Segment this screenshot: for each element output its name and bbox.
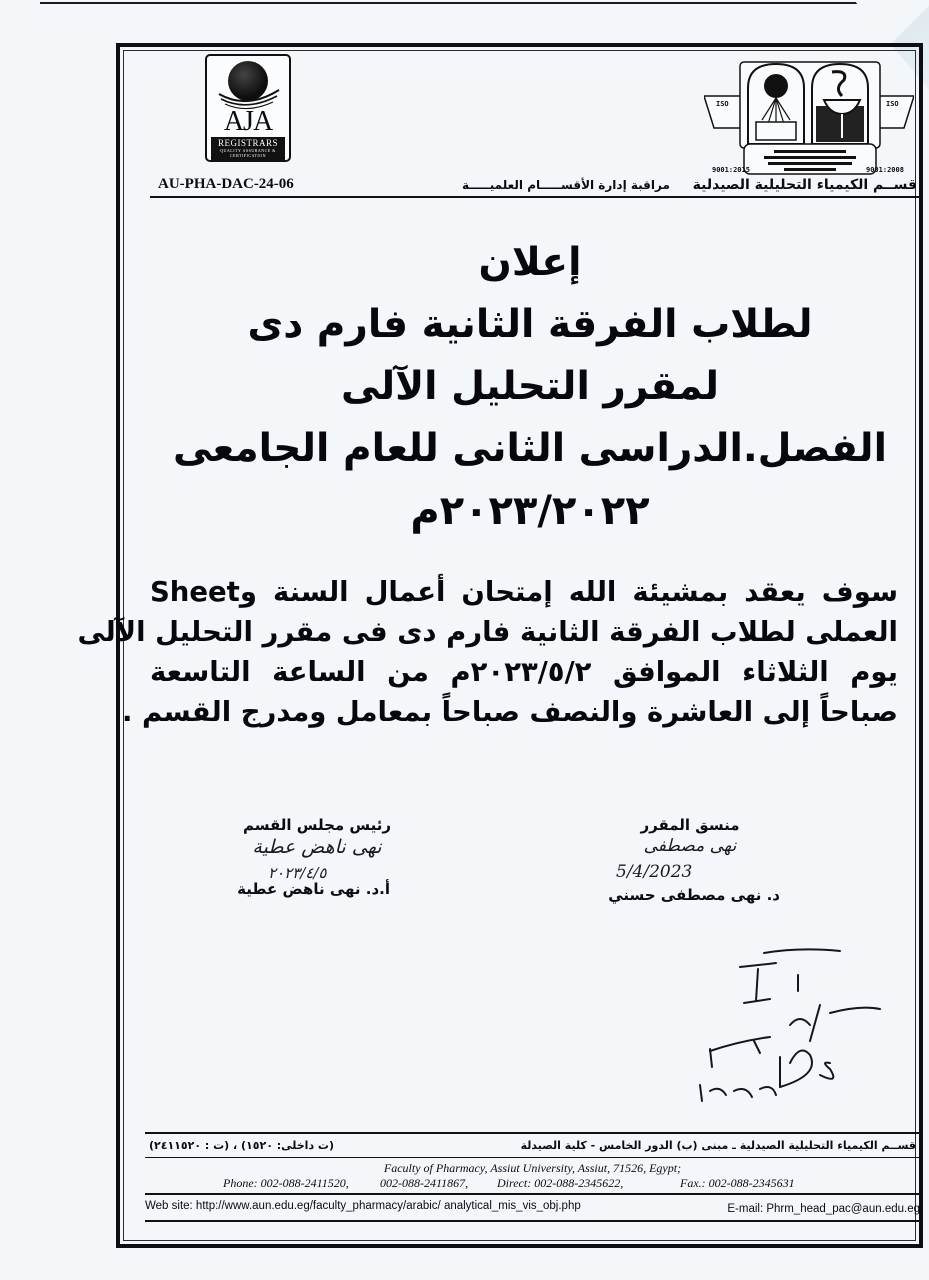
coordinator-handwritten-signature: نهى مصطفى — [643, 836, 737, 856]
footer-fax: Fax.: 002-088-2345631 — [680, 1176, 795, 1190]
footer-phone-2: 002-088-2411867, — [380, 1176, 469, 1190]
aja-logo-band — [211, 137, 285, 161]
aja-tagline: QUALITY ASSURANCE & CERTIFICATION — [220, 148, 276, 158]
head-signature-block — [232, 816, 402, 858]
document-code: AU-PHA-DAC-24-06 — [158, 176, 294, 192]
coordinator-role: منسق المقرر — [640, 816, 740, 834]
body-line: العملى لطلاب الفرقة الثانية فارم دى فى مقرر التحليل الآلى — [77, 616, 898, 648]
iso-label-right: ISO — [886, 100, 899, 108]
aja-registrars-logo — [205, 54, 291, 162]
title-announcement: إعلان — [478, 240, 582, 285]
faculty-pharmacy-logo — [704, 58, 914, 180]
body-line: صباحاً إلى العاشرة والنصف صباحاً بمعامل ومدرج القسم . — [122, 696, 898, 728]
footer-direct: Direct: 002-088-2345622, — [497, 1176, 624, 1190]
aja-subtitle: REGISTRARS — [217, 138, 278, 148]
coordinator-name: د. نهى مصطفى حسني — [608, 886, 780, 904]
aja-logo-text: AJA — [223, 106, 273, 137]
supervision-label: مراقبة إدارة الأقســـــام العلميـــــة — [462, 178, 670, 192]
head-name: أ.د. نهى ناهض عطية — [237, 880, 390, 898]
title-course: لمقرر التحليل الآلى — [341, 364, 719, 409]
department-name: قســم الكيمياء التحليلية الصيدلية — [692, 177, 917, 193]
handwritten-approval-note — [680, 945, 890, 1115]
coordinator-signature-block — [620, 816, 760, 856]
body-line: يوم الثلاثاء الموافق ٢٠٢٣/٥/٢م من الساعة التاسعة — [150, 656, 898, 688]
footer-website-link[interactable]: Web site: http://www.aun.edu.eg/faculty_pharmacy/arabic/ analytical_mis_vis_obj.php — [145, 1200, 581, 1212]
cert-label-left: 9001:2015 — [712, 166, 750, 174]
footer-email-link[interactable]: E-mail: Phrm_head_pac@aun.edu.eg — [727, 1203, 920, 1215]
swoosh-icon — [217, 88, 281, 110]
footer-arabic-phone: (ت داخلى: ١٥٢٠) ، (ت : ٢٤١١٥٢٠) — [149, 1139, 335, 1152]
announcement-title — [150, 232, 910, 542]
page-top-edge — [40, 2, 860, 4]
title-academic-year: ٢٠٢٣/٢٠٢٢م — [410, 488, 650, 534]
title-students: لطلاب الفرقة الثانية فارم دى — [247, 302, 813, 347]
cert-label-right: 9001:2008 — [866, 166, 904, 174]
body-line: سوف يعقد بمشيئة الله إمتحان أعمال السنة وSheet — [150, 576, 898, 608]
announcement-body — [77, 572, 898, 732]
footer-address: Faculty of Pharmacy, Assiut University, Assiut, 71526, Egypt; — [383, 1161, 682, 1175]
head-role: رئيس مجلس القسم — [242, 816, 392, 834]
head-signature-date: ٢٠٢٣/٤/٥ — [268, 864, 327, 882]
coordinator-signature-date: 5/4/2023 — [616, 862, 693, 882]
footer-arabic-address: قســم الكيمياء التحليلية الصيدلية ـ مبنى (ب) الدور الخامس - كلية الصيدلة — [520, 1139, 916, 1152]
title-semester: الفصل.الدراسى الثانى للعام الجامعى — [173, 426, 887, 471]
iso-label-left: ISO — [716, 100, 729, 108]
head-handwritten-signature: نهى ناهض عطية — [252, 836, 382, 858]
footer-phone: Phone: 002-088-2411520, — [223, 1176, 349, 1190]
header-divider — [150, 196, 920, 198]
